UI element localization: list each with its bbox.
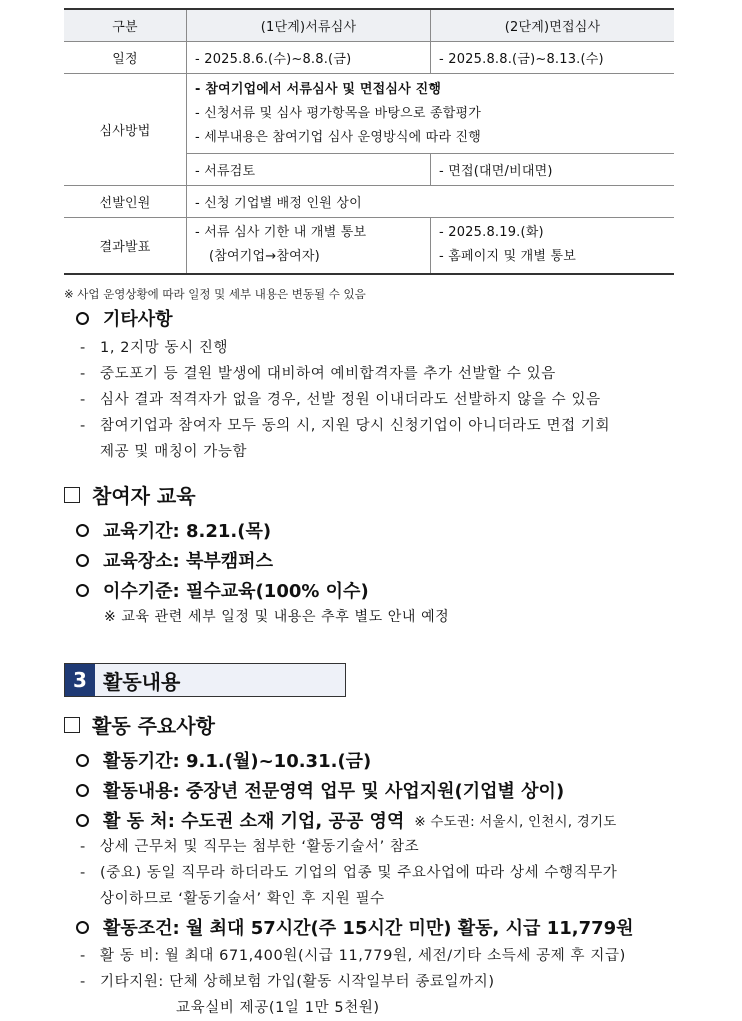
method-line: - 참여기업에서 서류심사 및 면접심사 진행 <box>195 81 442 97</box>
circle-bullet-icon <box>76 312 89 325</box>
circle-bullet-icon <box>76 524 89 537</box>
activity-period: 활동기간: 9.1.(월)~10.31.(금) <box>76 747 371 773</box>
list-item: - 중도포기 등 결원 발생에 대비하여 예비합격자를 추가 선발할 수 있음 <box>80 366 556 382</box>
education-period: 교육기간: 8.21.(목) <box>76 517 271 543</box>
circle-bullet-icon <box>76 814 89 827</box>
circle-bullet-icon <box>76 784 89 797</box>
etc-heading-text: 기타사항 <box>103 309 173 330</box>
education-criteria: 이수기준: 필수교육(100% 이수) <box>76 577 369 603</box>
activity-content: 활동내용: 중장년 전문영역 업무 및 사업지원(기업별 상이) <box>76 777 564 803</box>
table-row-result <box>64 218 674 274</box>
etc-list <box>80 335 680 465</box>
activity-place-note: ※ 수도권: 서울시, 인천시, 경기도 <box>414 814 617 830</box>
list-item: - 활 동 비: 월 최대 671,400원(시급 11,779원, 세전/기타 소득세 공제 후 지급) <box>80 948 626 964</box>
result-stage2-line: - 2025.8.19.(화) <box>439 225 544 241</box>
list-item: - (중요) 동일 직무라 하더라도 기업의 업종 및 주요사업에 따라 상세 수행직무가 <box>80 865 618 881</box>
list-item: - 기타지원: 단체 상해보험 가입(활동 시작일부터 종료일까지) <box>80 974 495 990</box>
table-row-method <box>64 74 674 154</box>
circle-bullet-icon <box>76 921 89 934</box>
row-label-schedule: 일정 <box>64 42 187 74</box>
row-label-selection: 선발인원 <box>64 186 187 218</box>
list-item: - 심사 결과 적격자가 없을 경우, 선발 정원 이내더라도 선발하지 않을 수 있음 <box>80 392 601 408</box>
square-bullet-icon <box>64 487 80 503</box>
table-header-row <box>64 9 674 42</box>
activity-heading <box>64 710 215 739</box>
table-row-schedule <box>64 42 674 74</box>
list-item-continuation: 교육실비 제공(1일 1만 5천원) <box>176 1000 380 1016</box>
activity-detail-list <box>80 834 680 912</box>
education-heading <box>64 480 196 509</box>
circle-bullet-icon <box>76 584 89 597</box>
education-heading-text: 참여자 교육 <box>92 484 196 508</box>
result-stage1-line: (참여기업→참여자) <box>209 249 320 265</box>
circle-bullet-icon <box>76 754 89 767</box>
activity-pay-list <box>80 943 680 1021</box>
circle-bullet-icon <box>76 554 89 567</box>
education-place: 교육장소: 북부캠퍼스 <box>76 547 273 573</box>
schedule-stage1: - 2025.8.6.(수)~8.8.(금) <box>187 42 431 74</box>
list-item-continuation: 제공 및 매칭이 가능함 <box>100 444 248 460</box>
education-note: ※ 교육 관련 세부 일정 및 내용은 추후 별도 안내 예정 <box>104 609 450 625</box>
header-stage2: (2단계)면접심사 <box>431 9 675 42</box>
section-title: 활동내용 <box>95 664 345 696</box>
table-footnote: ※ 사업 운영상황에 따라 일정 및 세부 내용은 변동될 수 있음 <box>64 287 366 301</box>
square-bullet-icon <box>64 717 80 733</box>
method-line: - 신청서류 및 심사 평가항목을 바탕으로 종합평가 <box>195 105 482 121</box>
section-header <box>64 663 346 697</box>
schedule-stage2: - 2025.8.8.(금)~8.13.(수) <box>431 42 675 74</box>
activity-condition: 활동조건: 월 최대 57시간(주 15시간 미만) 활동, 시급 11,779원 <box>76 914 634 940</box>
method-line: - 세부내용은 참여기업 심사 운영방식에 따라 진행 <box>195 129 482 145</box>
result-stage1-line: - 서류 심사 기한 내 개별 통보 <box>195 225 367 241</box>
header-category: 구분 <box>64 9 187 42</box>
method-stage1: - 서류검토 <box>187 154 431 186</box>
list-item-continuation: 상이하므로 ‘활동기술서’ 확인 후 지원 필수 <box>100 891 385 907</box>
result-stage2-line: - 홈페이지 및 개별 통보 <box>439 249 577 265</box>
result-stage2 <box>431 218 675 274</box>
activity-heading-text: 활동 주요사항 <box>92 714 215 738</box>
row-label-result: 결과발표 <box>64 218 187 274</box>
method-description <box>187 74 675 154</box>
section-number: 3 <box>65 664 95 696</box>
selection-value: - 신청 기업별 배정 인원 상이 <box>187 186 675 218</box>
activity-place: 활 동 처: 수도권 소재 기업, 공공 영역 ※ 수도권: 서울시, 인천시, 경기도 <box>76 807 616 833</box>
row-label-method: 심사방법 <box>64 74 187 186</box>
method-stage2: - 면접(대면/비대면) <box>431 154 675 186</box>
etc-heading <box>76 305 173 331</box>
result-stage1 <box>187 218 431 274</box>
list-item: - 상세 근무처 및 직무는 첨부한 ‘활동기술서’ 참조 <box>80 839 420 855</box>
table-row-selection <box>64 186 674 218</box>
list-item: - 1, 2지망 동시 진행 <box>80 340 229 356</box>
list-item: - 참여기업과 참여자 모두 동의 시, 지원 당시 신청기업이 아니더라도 면접 기회 <box>80 418 611 434</box>
header-stage1: (1단계)서류심사 <box>187 9 431 42</box>
selection-schedule-table <box>64 8 674 275</box>
